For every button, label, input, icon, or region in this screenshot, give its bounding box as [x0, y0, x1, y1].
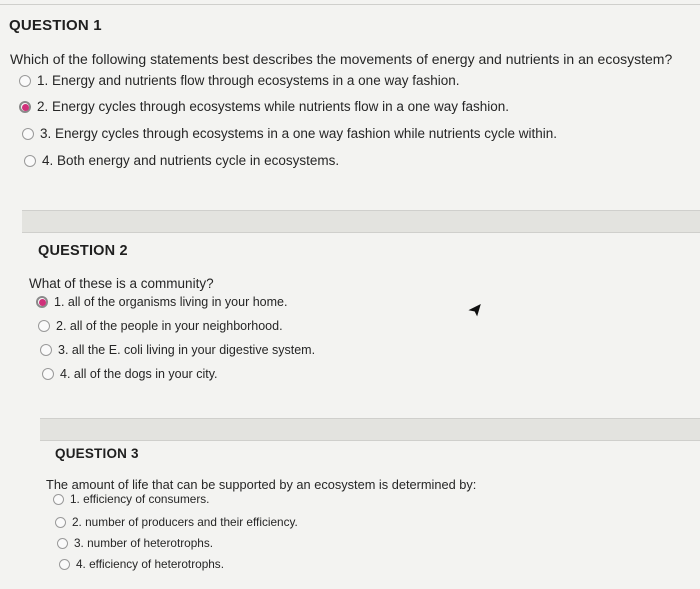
q1-option-1-label: 1. Energy and nutrients flow through ecosystems in a one way fashion.	[37, 73, 460, 88]
q3-option-4-label: 4. efficiency of heterotrophs.	[76, 557, 224, 571]
q2-option-1[interactable]	[36, 295, 287, 309]
q1-option-4[interactable]	[24, 153, 339, 168]
q2-option-1-radio-selected[interactable]	[36, 296, 48, 308]
question-1-divider	[22, 210, 700, 211]
q3-option-1-label: 1. efficiency of consumers.	[70, 492, 210, 506]
q1-option-3-radio[interactable]	[22, 128, 34, 140]
q3-option-4-radio[interactable]	[59, 559, 70, 570]
question-3-title: QUESTION 3	[55, 446, 139, 461]
question-2-divider-lower	[40, 440, 700, 441]
q3-option-1[interactable]	[53, 492, 209, 506]
q1-option-1[interactable]	[19, 73, 460, 88]
question-2-divider-band	[40, 418, 700, 440]
q2-option-4-label: 4. all of the dogs in your city.	[60, 367, 218, 381]
q2-option-3[interactable]	[40, 343, 315, 357]
question-2-divider	[40, 418, 700, 419]
q1-option-4-radio[interactable]	[24, 155, 36, 167]
q1-option-2-label: 2. Energy cycles through ecosystems while nutrients flow in a one way fashion.	[37, 99, 509, 114]
question-3-text: The amount of life that can be supported by an ecosystem is determined by:	[46, 477, 477, 492]
q3-option-3-radio[interactable]	[57, 538, 68, 549]
q2-option-3-label: 3. all the E. coli living in your digestive system.	[58, 343, 316, 357]
q3-option-2[interactable]	[55, 515, 298, 529]
q3-option-3-label: 3. number of heterotrophs.	[74, 536, 214, 550]
q3-option-2-label: 2. number of producers and their efficiency.	[72, 515, 298, 529]
mouse-pointer-icon	[468, 302, 482, 318]
q3-option-4[interactable]	[59, 557, 224, 571]
q1-option-2-radio-selected[interactable]	[19, 101, 31, 113]
q1-option-4-label: 4. Both energy and nutrients cycle in ecosystems.	[42, 153, 340, 168]
top-divider	[0, 4, 700, 5]
question-1-text: Which of the following statements best describes the movements of energy and nutrients in an ecosystem?	[10, 51, 673, 67]
q3-option-3[interactable]	[57, 536, 213, 550]
q1-option-3-label: 3. Energy cycles through ecosystems in a one way fashion while nutrients cycle within.	[40, 126, 558, 141]
question-1-title: QUESTION 1	[9, 17, 102, 34]
q2-option-4[interactable]	[42, 367, 218, 381]
q1-option-2[interactable]	[19, 99, 509, 114]
q3-option-1-radio[interactable]	[53, 494, 64, 505]
q2-option-3-radio[interactable]	[40, 344, 52, 356]
q2-option-2-label: 2. all of the people in your neighborhood.	[56, 319, 283, 333]
q2-option-2-radio[interactable]	[38, 320, 50, 332]
question-2-text: What of these is a community?	[29, 276, 214, 291]
q1-option-1-radio[interactable]	[19, 75, 31, 87]
q3-option-2-radio[interactable]	[55, 517, 66, 528]
q2-option-4-radio[interactable]	[42, 368, 54, 380]
q1-option-3[interactable]	[22, 126, 557, 141]
question-1-divider-lower	[22, 232, 700, 233]
q2-option-1-label: 1. all of the organisms living in your home.	[54, 295, 288, 309]
question-1-divider-band	[22, 210, 700, 232]
q2-option-2[interactable]	[38, 319, 283, 333]
question-2-title: QUESTION 2	[38, 243, 128, 259]
